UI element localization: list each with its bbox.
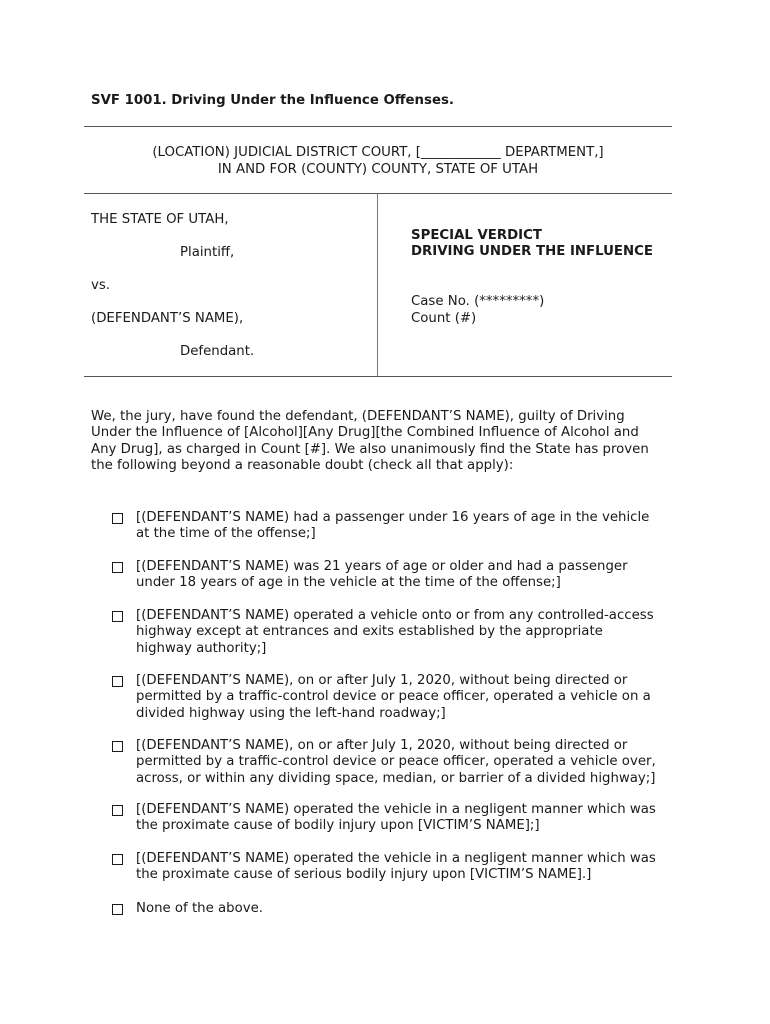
party-defendant-label: Defendant.: [180, 344, 255, 359]
party-state: THE STATE OF UTAH,: [91, 212, 229, 227]
finding-text: None of the above.: [136, 901, 264, 916]
checkbox[interactable]: [112, 805, 123, 816]
finding-text: [(DEFENDANT’S NAME) was 21 years of age or older and had a passenger under 18 years of age in the vehicle at the time of the offense;]: [136, 559, 628, 591]
checkbox[interactable]: [112, 513, 123, 524]
finding-text: [(DEFENDANT’S NAME) had a passenger under 16 years of age in the vehicle at the time of the offense;]: [136, 510, 650, 542]
count-number: Count (#): [411, 311, 477, 326]
finding-text: [(DEFENDANT’S NAME), on or after July 1, 2020, without being directed or permitted by a traffic-control device or peace officer, operated a vehicle on a divided highway using the left-hand roadway;]: [136, 673, 651, 721]
checkbox[interactable]: [112, 562, 123, 573]
court-name-line: (LOCATION) JUDICIAL DISTRICT COURT, [____________ DEPARTMENT,]: [152, 145, 604, 160]
court-jurisdiction-line: IN AND FOR (COUNTY) COUNTY, STATE OF UTAH: [217, 162, 539, 177]
checkbox[interactable]: [112, 676, 123, 687]
checkbox[interactable]: [112, 854, 123, 865]
case-number: Case No. (*********): [411, 294, 545, 309]
page-title: SVF 1001. Driving Under the Influence Offenses.: [91, 93, 454, 108]
caption-bottom-divider: [84, 376, 672, 377]
finding-text: [(DEFENDANT’S NAME) operated a vehicle onto or from any controlled-access highway except at entrances and exits established by the appropriate highway authority;]: [136, 608, 654, 656]
finding-text: [(DEFENDANT’S NAME) operated the vehicle in a negligent manner which was the proximate cause of bodily injury upon [VICTIM’S NAME];]: [136, 802, 656, 834]
verdict-title: SPECIAL VERDICT: [411, 228, 542, 243]
versus-label: vs.: [91, 278, 111, 293]
checkbox[interactable]: [112, 904, 123, 915]
top-divider: [84, 126, 672, 127]
verdict-intro-paragraph: We, the jury, have found the defendant, (DEFENDANT’S NAME), guilty of Driving Under the Influence of [Alcohol][Any Drug][the Combined Influence of Alcohol and Any Drug], as charged in Count [#]. We also unanimously find the State has proven the following beyond a reasonable doubt (check all that apply):: [91, 409, 649, 474]
party-defendant-name: (DEFENDANT’S NAME),: [91, 311, 244, 326]
finding-text: [(DEFENDANT’S NAME), on or after July 1, 2020, without being directed or permitted by a traffic-control device or peace officer, operated a vehicle over, across, or within any dividing space, median, or barrier of a divided highway;]: [136, 738, 656, 786]
verdict-subtitle: DRIVING UNDER THE INFLUENCE: [411, 244, 653, 259]
caption-top-divider: [84, 193, 672, 194]
finding-text: [(DEFENDANT’S NAME) operated the vehicle in a negligent manner which was the proximate cause of serious bodily injury upon [VICTIM’S NAME].]: [136, 851, 656, 883]
checkbox[interactable]: [112, 741, 123, 752]
checkbox[interactable]: [112, 611, 123, 622]
party-plaintiff-label: Plaintiff,: [180, 245, 235, 260]
caption-vertical-divider: [377, 193, 378, 376]
